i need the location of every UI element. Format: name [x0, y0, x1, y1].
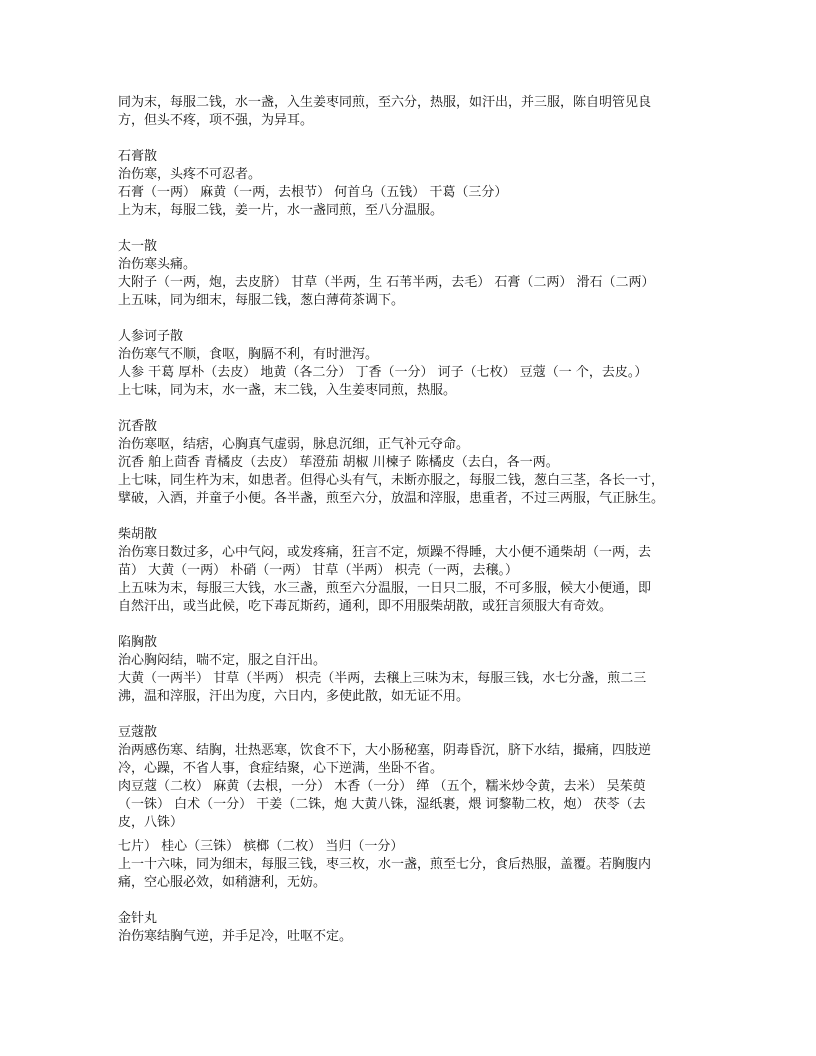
text-line: 治心胸闷结，喘不定，服之自汗出。 — [118, 653, 327, 668]
text-line: 沸，温和滓服，汗出为度，六日内，多使此散，如无证不用。 — [118, 689, 470, 704]
text-line: 自然汗出，或当此候，吃下毒瓦斯药，通利，即不用服柴胡散，或狂言须服大有奇效。 — [118, 599, 613, 614]
recipe-title: 人参诃子散 — [118, 329, 184, 344]
text-line: 沉香 舶上茴香 青橘皮（去皮） 荜澄茄 胡椒 川楝子 陈橘皮（去白，各一两。 — [118, 455, 559, 470]
recipe-section — [118, 94, 718, 130]
recipe-title: 柴胡散 — [118, 527, 158, 542]
text-line: 上一十六味，同为细末，每服三钱，枣三枚，水一盏，煎至七分，食后热服，盖覆。若胸腹内 — [118, 857, 652, 872]
recipe-section — [118, 328, 718, 400]
recipe-section — [118, 724, 718, 892]
recipe-title: 太一散 — [118, 239, 158, 254]
recipe-section — [118, 526, 718, 616]
text-line: 石膏（一两） 麻黄（一两，去根节） 何首乌（五钱） 干葛（三分） — [118, 185, 508, 200]
recipe-title: 沉香散 — [118, 419, 158, 434]
text-line: 痛，空心服必效，如稍溏利，无妨。 — [118, 875, 327, 890]
recipe-title: 陷胸散 — [118, 635, 158, 650]
text-line: 治伤寒日数过多，心中气闷，或发疼痛，狂言不定，烦躁不得睡，大小便不通柴胡（一两，去 — [118, 545, 652, 560]
text-line: 方，但头不疼，项不强，为异耳。 — [118, 113, 314, 128]
text-line: 治伤寒结胸气逆，并手足冷，吐呕不定。 — [118, 929, 353, 944]
text-line: 皮，八铢） — [118, 815, 184, 830]
text-line: 大黄（一两半） 甘草（半两） 枳壳（半两，去穣上三味为末，每服三钱，水七分盏，煎二三 — [118, 671, 647, 686]
recipe-section — [118, 238, 718, 310]
text-line: （一铢） 白术（一分） 干姜（二铢，炮 大黄八铢，湿纸裹，煨 诃黎勒二枚，炮） 茯苓（去 — [118, 797, 646, 812]
text-line: 上五味，同为细末，每服二钱，葱白薄荷茶调下。 — [118, 293, 405, 308]
text-line: 苗） 大黄（一两） 朴硝（一两） 甘草（半两） 枳壳（一两，去穣。） — [118, 563, 519, 578]
text-line: 治伤寒头痛。 — [118, 257, 197, 272]
text-line: 七片） 桂心（三铢） 槟榔（二枚） 当归（一分） — [118, 839, 404, 854]
text-line: 同为末，每服二钱，水一盏，入生姜枣同煎，至六分，热服，如汗出，并三服，陈自明管见良 — [118, 95, 652, 110]
recipe-title: 豆蔻散 — [118, 725, 158, 740]
text-line: 冷，心躁，不省人事，食症结聚，心下逆满，坐卧不省。 — [118, 761, 444, 776]
text-line: 治两感伤寒、结胸，壮热恶寒，饮食不下，大小肠秘塞，阴毒昏沉，脐下水结，撮痛，四肢逆 — [118, 743, 652, 758]
recipe-title: 石膏散 — [118, 149, 158, 164]
recipe-section — [118, 910, 718, 946]
text-line: 上七味，同为末，水一盏，末二钱，入生姜枣同煎，热服。 — [118, 383, 457, 398]
text-line: 上为末，每服二钱，姜一片，水一盏同煎，至八分温服。 — [118, 203, 444, 218]
text-line: 治伤寒气不顺，食呕，胸膈不利，有时泄泻。 — [118, 347, 379, 362]
text-line: 上五味为末，每服三大钱，水三盏，煎至六分温服，一日只二服，不可多服，候大小便通，即 — [118, 581, 652, 596]
recipe-title: 金针丸 — [118, 911, 158, 926]
text-line: 上七味，同生杵为末，如患者。但得心头有气，未断亦服之，每服二钱，葱白三茎，各长一寸， — [118, 473, 665, 488]
recipe-section — [118, 634, 718, 706]
recipe-section — [118, 148, 718, 220]
text-line: 治伤寒呕，结痞，心胸真气虚弱，脉息沉细，正气补元夺命。 — [118, 437, 470, 452]
text-line: 肉豆蔻（二枚） 麻黄（去根，一分） 木香（一分） 缂 （五个，糯米炒令黄，去米） 吴茱萸 — [118, 779, 646, 794]
text-line: 人参 干葛 厚朴（去皮） 地黄（各二分） 丁香（一分） 诃子（七枚） 豆蔻（一 个，去皮。） — [118, 365, 648, 380]
text-line: 大附子（一两，炮，去皮脐） 甘草（半两，生 石苇半两，去毛） 石膏（二两） 滑石（二两） — [118, 275, 655, 290]
text-line: 治伤寒，头疼不可忍者。 — [118, 167, 262, 182]
recipe-section — [118, 418, 718, 508]
text-line: 擘破，入酒，并童子小便。各半盏，煎至六分，放温和滓服，患重者，不过三两服，气正脉生。 — [118, 491, 665, 506]
document-body — [118, 94, 718, 964]
